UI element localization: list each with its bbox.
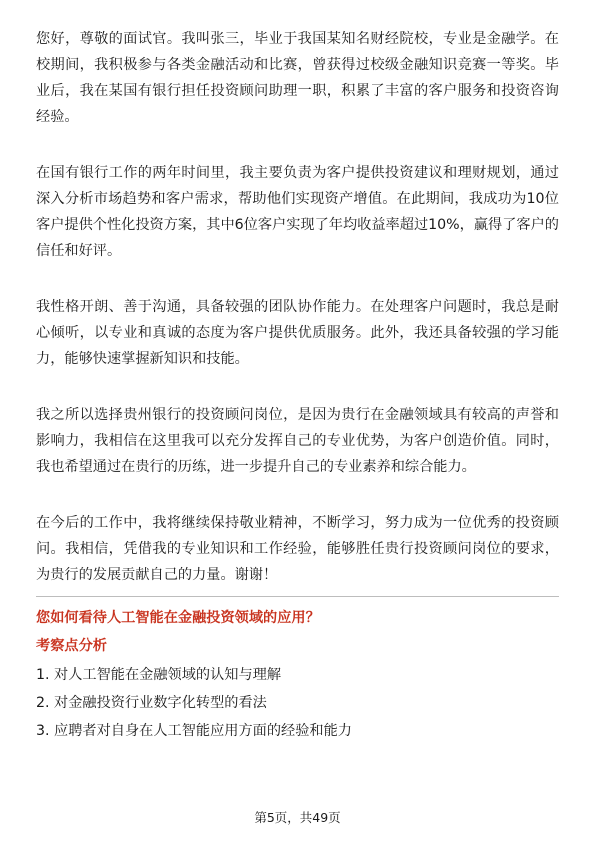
- analysis-point-1: 1. 对人工智能在金融领域的认知与理解: [36, 667, 282, 683]
- section-divider: [36, 596, 559, 597]
- answer-paragraph-3: 我性格开朗、善于沟通，具备较强的团队协作能力。在处理客户问题时，我总是耐心倾听，以专业和真诚的态度为客户提供优质服务。此外，我还具备较强的学习能力，能够快速掌握新知识和技能。: [36, 299, 559, 367]
- analysis-point-3: 3. 应聘者对自身在人工智能应用方面的经验和能力: [36, 723, 352, 739]
- page-number-footer: 第5页，共49页: [254, 810, 341, 825]
- analysis-point-2: 2. 对金融投资行业数字化转型的看法: [36, 695, 267, 711]
- answer-paragraph-5: 在今后的工作中，我将继续保持敬业精神，不断学习，努力成为一位优秀的投资顾问。我相信，凭借我的专业知识和工作经验，能够胜任贵行投资顾问岗位的要求，为贵行的发展贡献自己的力量。谢谢！: [36, 515, 559, 583]
- answer-paragraph-4: 我之所以选择贵州银行的投资顾问岗位，是因为贵行在金融领域具有较高的声誉和影响力，我相信在这里我可以充分发挥自己的专业优势，为客户创造价值。同时，我也希望通过在贵行的历练，进一步提升自己的专业素养和综合能力。: [36, 407, 559, 475]
- document-page: [36, 26, 559, 745]
- interview-question: 您如何看待人工智能在金融投资领域的应用？: [36, 610, 320, 626]
- answer-paragraph-2: 在国有银行工作的两年时间里，我主要负责为客户提供投资建议和理财规划，通过深入分析市场趋势和客户需求，帮助他们实现资产增值。在此期间，我成功为10位客户提供个性化投资方案，其中6位客户实现了年均收益率超过10%，赢得了客户的信任和好评。: [36, 165, 559, 259]
- answer-paragraph-1: 您好，尊敬的面试官。我叫张三，毕业于我国某知名财经院校，专业是金融学。在校期间，我积极参与各类金融活动和比赛，曾获得过校级金融知识竞赛一等奖。毕业后，我在某国有银行担任投资顾问助理一职，积累了丰富的客户服务和投资咨询经验。: [36, 31, 559, 125]
- analysis-title: 考察点分析: [36, 638, 107, 654]
